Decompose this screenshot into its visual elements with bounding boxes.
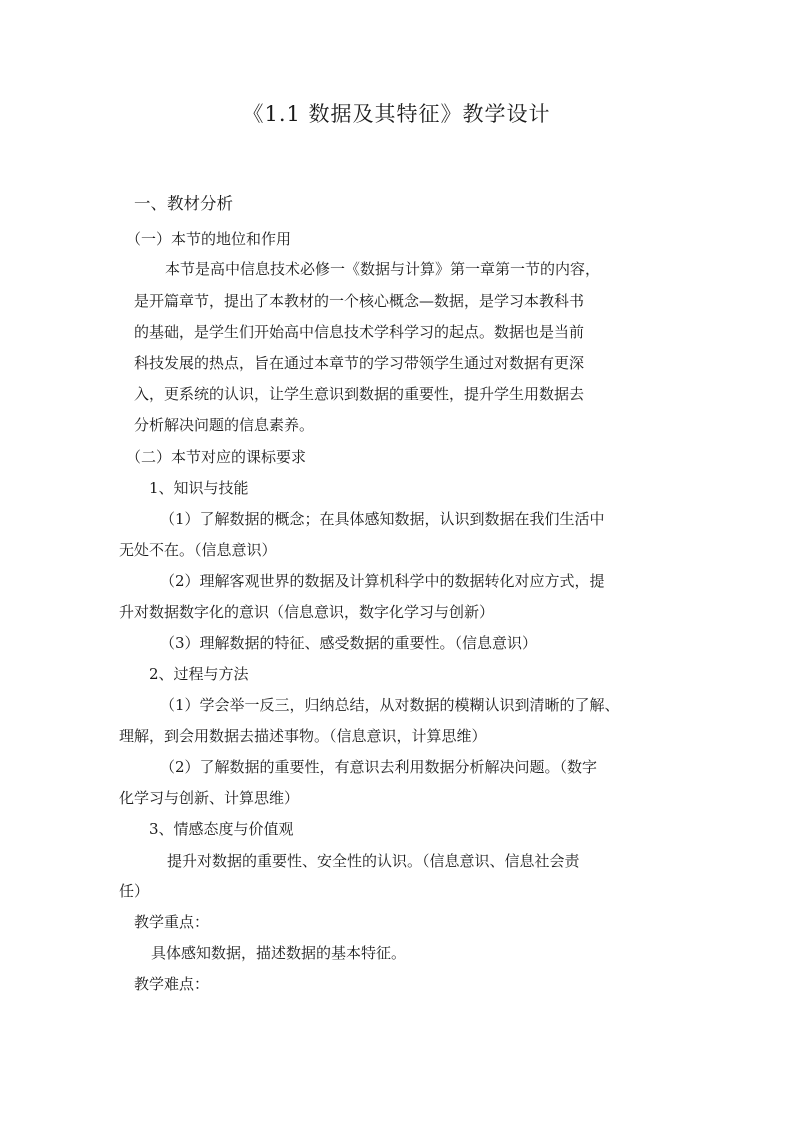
- objective-item-line: 无处不在。（信息意识）: [119, 541, 277, 559]
- objective-item-line: 理解，到会用数据去描述事物。（信息意识，计算思维）: [119, 727, 487, 745]
- objective-item-line: （2）了解数据的重要性，有意识去利用数据分析解决问题。（数字: [160, 758, 598, 776]
- key-points-text: 具体感知数据，描述数据的基本特征。: [151, 944, 407, 962]
- objective-item-line: 升对数据数字化的意识（信息意识，数字化学习与创新）: [119, 603, 495, 621]
- paragraph-line: 的基础，是学生们开始高中信息技术学科学习的起点。数据也是当前: [134, 323, 585, 341]
- paragraph-line: 本节是高中信息技术必修一《数据与计算》第一章第一节的内容，: [165, 260, 601, 278]
- subsection-heading-curriculum: （二）本节对应的课标要求: [126, 448, 307, 466]
- objective-item-line: 提升对数据的重要性、安全性的认识。（信息意识、信息社会责: [167, 852, 580, 870]
- key-points-label: 教学重点：: [134, 913, 210, 931]
- objective-item-line: 化学习与创新、计算思维）: [119, 789, 300, 807]
- objective-item-line: 任）: [119, 882, 150, 900]
- objective-heading-process: 2、过程与方法: [149, 665, 249, 683]
- paragraph-line: 入，更系统的认识，让学生意识到数据的重要性，提升学生用数据去: [134, 385, 585, 403]
- document-title: 《1.1 数据及其特征》教学设计: [242, 102, 551, 126]
- difficulties-label: 教学难点：: [134, 975, 210, 993]
- objective-item-line: （1）学会举一反三，归纳总结，从对数据的模糊认识到清晰的了解、: [160, 696, 620, 714]
- section-heading-textbook-analysis: 一、教材分析: [134, 194, 233, 213]
- objective-item-line: （1）了解数据的概念；在具体感知数据，认识到数据在我们生活中: [160, 510, 605, 528]
- paragraph-line: 是开篇章节，提出了本教材的一个核心概念—数据，是学习本教科书: [134, 292, 585, 310]
- paragraph-line: 分析解决问题的信息素养。: [134, 416, 315, 434]
- subsection-heading-position: （一）本节的地位和作用: [126, 230, 292, 248]
- objective-item-line: （3）理解数据的特征、感受数据的重要性。（信息意识）: [160, 634, 538, 652]
- objective-heading-knowledge: 1、知识与技能: [149, 479, 249, 497]
- objective-heading-attitude: 3、情感态度与价值观: [149, 820, 294, 838]
- objective-item-line: （2）理解客观世界的数据及计算机科学中的数据转化对应方式，提: [160, 572, 605, 590]
- paragraph-line: 科技发展的热点，旨在通过本章节的学习带领学生通过对数据有更深: [134, 354, 585, 372]
